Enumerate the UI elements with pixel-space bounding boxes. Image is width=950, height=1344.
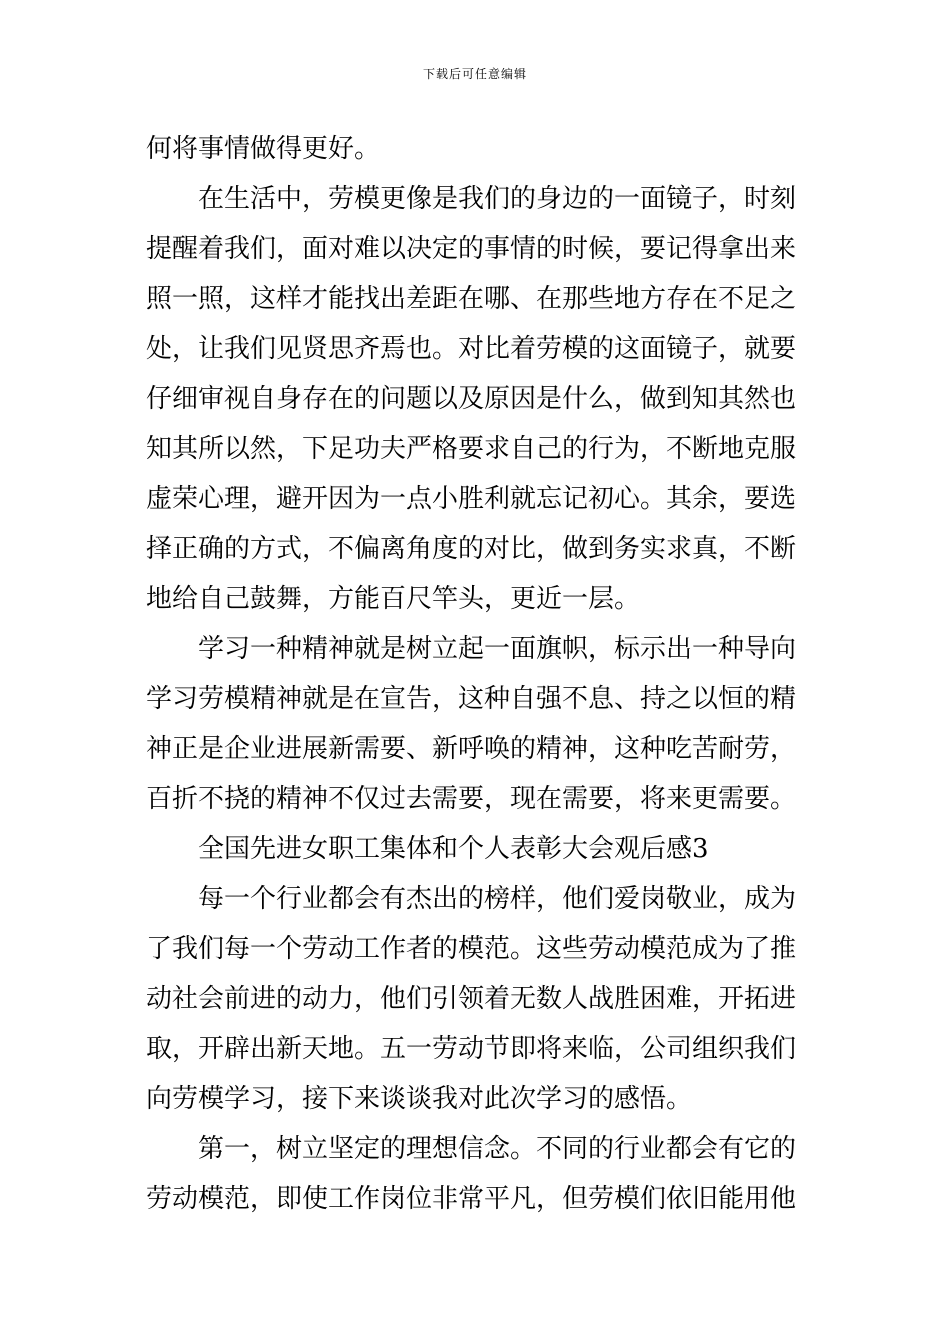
text-line: 取，开辟出新天地。五一劳动节即将来临，公司组织我们	[146, 1034, 797, 1064]
text-line: 照一照，这样才能找出差距在哪、在那些地方存在不足之	[146, 284, 797, 314]
text-line: 提醒着我们，面对难以决定的事情的时候，要记得拿出来	[146, 234, 797, 264]
document-body	[146, 124, 814, 1224]
text-line: 地给自己鼓舞，方能百尺竿头，更近一层。	[146, 584, 641, 614]
text-line: 何将事情做得更好。	[146, 134, 381, 164]
text-line: 每一个行业都会有杰出的榜样，他们爱岗敬业，成为	[198, 884, 797, 914]
text-line: 神正是企业进展新需要、新呼唤的精神，这种吃苦耐劳，	[146, 734, 797, 764]
text-line: 处，让我们见贤思齐焉也。对比着劳模的这面镜子，就要	[146, 334, 797, 364]
text-line: 第一，树立坚定的理想信念。不同的行业都会有它的	[198, 1134, 797, 1164]
text-line: 择正确的方式，不偏离角度的对比，做到务实求真，不断	[146, 534, 797, 564]
text-line: 仔细审视自身存在的问题以及原因是什么，做到知其然也	[146, 384, 797, 414]
text-line: 向劳模学习，接下来谈谈我对此次学习的感悟。	[146, 1084, 693, 1114]
text-line: 虚荣心理，避开因为一点小胜利就忘记初心。其余，要选	[146, 484, 797, 514]
text-line: 劳动模范，即使工作岗位非常平凡，但劳模们依旧能用他	[146, 1184, 797, 1214]
section-heading: 全国先进女职工集体和个人表彰大会观后感3	[198, 834, 709, 864]
text-line: 学习一种精神就是树立起一面旗帜，标示出一种导向	[198, 634, 797, 664]
text-line: 学习劳模精神就是在宣告，这种自强不息、持之以恒的精	[146, 684, 797, 714]
text-line: 百折不挠的精神不仅过去需要，现在需要，将来更需要。	[146, 784, 797, 814]
text-line: 动社会前进的动力，他们引领着无数人战胜困难，开拓进	[146, 984, 797, 1014]
text-line: 了我们每一个劳动工作者的模范。这些劳动模范成为了推	[146, 934, 797, 964]
page-header: 下载后可任意编辑	[422, 67, 527, 81]
text-line: 在生活中，劳模更像是我们的身边的一面镜子，时刻	[198, 184, 797, 214]
text-line: 知其所以然，下足功夫严格要求自己的行为，不断地克服	[146, 434, 797, 464]
